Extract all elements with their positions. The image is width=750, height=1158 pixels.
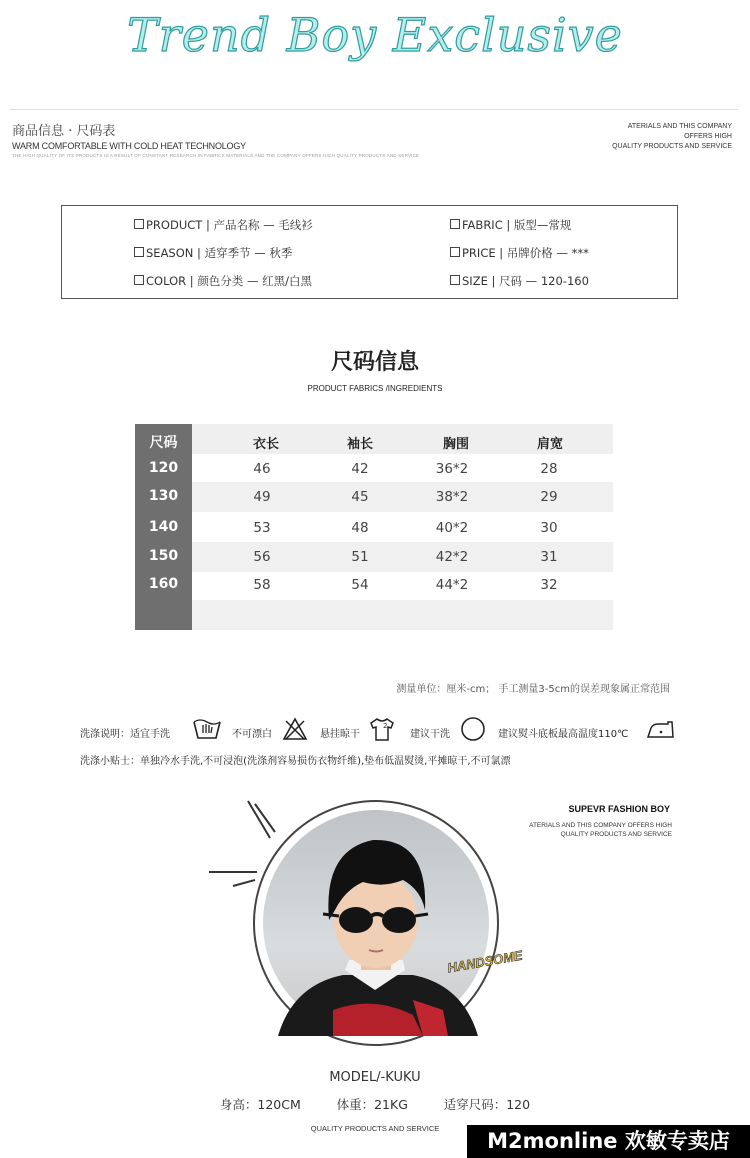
- table-cell: 29: [540, 489, 558, 505]
- info-fabric: [450, 217, 571, 233]
- info-color: [134, 273, 312, 289]
- size-title: 尺码信息: [330, 350, 419, 375]
- right-caption: [612, 122, 732, 152]
- model-name: MODEL/-KUKU: [329, 1070, 421, 1085]
- table-cell: 49: [253, 489, 271, 505]
- brand-heading: SUPEVR FASHION BOY: [568, 804, 670, 814]
- footer-caption: QUALITY PRODUCTS AND SERVICE: [310, 1124, 440, 1133]
- info-value: 尺码 — 120-160: [499, 274, 589, 288]
- table-cell: 42*2: [435, 549, 469, 565]
- info-label: FABRIC |: [462, 218, 511, 232]
- iron-label: 建议熨斗底板最高温度110℃: [498, 729, 629, 740]
- table-cell: 46: [253, 461, 271, 477]
- brand-caption: ATERIALS AND THIS COMPANY OFFERS HIGH: [529, 822, 672, 829]
- table-cell: 54: [351, 577, 369, 593]
- info-season: [134, 245, 292, 261]
- size-table: [135, 424, 613, 630]
- iron-icon: [646, 719, 676, 745]
- table-cell: 31: [540, 549, 558, 565]
- model-photo: [263, 810, 489, 1036]
- info-label: COLOR |: [146, 274, 194, 288]
- table-cell: 42: [351, 461, 369, 477]
- right-caption-line: OFFERS HIGH: [684, 133, 732, 140]
- brand-caption: QUALITY PRODUCTS AND SERVICE: [560, 831, 672, 838]
- model-photo-frame: [253, 800, 524, 1046]
- info-label: SIZE |: [462, 274, 496, 288]
- table-cell: 36*2: [435, 461, 469, 477]
- banner-title: Trend Boy Exclusive: [127, 8, 623, 62]
- hand-wash-icon: [192, 716, 222, 746]
- size-subtitle: PRODUCT FABRICS /INGREDIENTS: [307, 384, 443, 393]
- table-cell: 130: [148, 488, 179, 504]
- table-header: 尺码: [149, 435, 178, 451]
- table-cell: 120: [148, 460, 179, 476]
- divider: [10, 109, 738, 110]
- table-cell: 45: [351, 489, 369, 505]
- table-header: 肩宽: [536, 437, 563, 452]
- table-cell: 56: [253, 549, 271, 565]
- info-value: 吊牌价格 — ***: [506, 246, 589, 260]
- table-cell: 44*2: [435, 577, 469, 593]
- care-tips: 洗涤小贴士：单独冷水手洗,不可浸泡(洗涤剂容易损伤衣物纤维),垫布低温熨烫,平摊晾干,不可氯漂: [80, 756, 511, 767]
- wash-label: 洗涤说明：适宜手洗: [80, 729, 170, 740]
- table-cell: 53: [253, 520, 271, 536]
- table-cell: 28: [540, 461, 558, 477]
- checkbox-icon: [134, 219, 144, 229]
- fine-print: THE HIGH QUALITY OF ITS PRODUCTS IS A RESULT OF CONSTANT RESEARCH IN FABRICS MATERIALS AND THE COMPANY OFFERS HIGH QUALITY PRODUCTS AND SERVICE: [12, 153, 420, 158]
- row-bg: [192, 600, 613, 630]
- tagline: WARM COMFORTABLE WITH COLD HEAT TECHNOLOGY: [12, 141, 246, 151]
- right-caption-line: QUALITY PRODUCTS AND SERVICE: [612, 143, 732, 150]
- section-heading: 商品信息 · 尺码表: [12, 124, 116, 139]
- table-cell: 38*2: [435, 489, 469, 505]
- no-bleach-label: 不可漂白: [232, 729, 272, 740]
- dry-clean-icon: [459, 716, 487, 746]
- right-caption-line: ATERIALS AND THIS COMPANY: [627, 123, 732, 130]
- table-cell: 160: [148, 576, 179, 592]
- table-cell: 30: [540, 520, 558, 536]
- hang-dry-icon: [368, 716, 396, 746]
- hang-dry-label: 悬挂晾干: [320, 729, 360, 740]
- store-badge: M2monline 欢敏专卖店: [467, 1125, 750, 1158]
- svg-text:2: 2: [383, 722, 388, 730]
- table-cell: 48: [351, 520, 369, 536]
- care-icons-row: [80, 716, 680, 746]
- boy-illustration: [263, 810, 489, 1036]
- info-value: 适穿季节 — 秋季: [204, 246, 293, 260]
- info-size: [450, 273, 589, 289]
- table-cell: 40*2: [435, 520, 469, 536]
- table-header: 袖长: [346, 437, 373, 452]
- checkbox-icon: [134, 247, 144, 257]
- checkbox-icon: [450, 275, 460, 285]
- info-price: [450, 245, 589, 261]
- info-label: PRICE |: [462, 246, 504, 260]
- dry-clean-label: 建议干洗: [410, 729, 450, 740]
- table-cell: 32: [540, 577, 558, 593]
- info-value: 产品名称 — 毛线衫: [213, 218, 313, 232]
- info-product: [134, 217, 313, 233]
- model-stats: 身高：120CM 体重：21KG 适穿尺码：120: [219, 1097, 531, 1112]
- checkbox-icon: [134, 275, 144, 285]
- info-label: PRODUCT |: [146, 218, 210, 232]
- info-value: 版型—常规: [513, 218, 572, 232]
- measure-note: 测量单位：厘米-cm； 手工测量3-5cm的误差现象属正常范围: [396, 684, 670, 695]
- info-label: SEASON |: [146, 246, 201, 260]
- checkbox-icon: [450, 219, 460, 229]
- table-cell: 140: [148, 519, 179, 535]
- product-info-box: [61, 205, 678, 299]
- no-bleach-icon: [282, 717, 308, 745]
- handsome-sticker: HANDSOME: [446, 947, 524, 976]
- checkbox-icon: [450, 247, 460, 257]
- table-header: 胸围: [442, 437, 469, 452]
- table-cell: 58: [253, 577, 271, 593]
- table-cell: 150: [148, 548, 179, 564]
- table-cell: 51: [351, 549, 369, 565]
- info-value: 颜色分类 — 红黑/白黑: [197, 274, 312, 288]
- table-header: 衣长: [252, 437, 279, 452]
